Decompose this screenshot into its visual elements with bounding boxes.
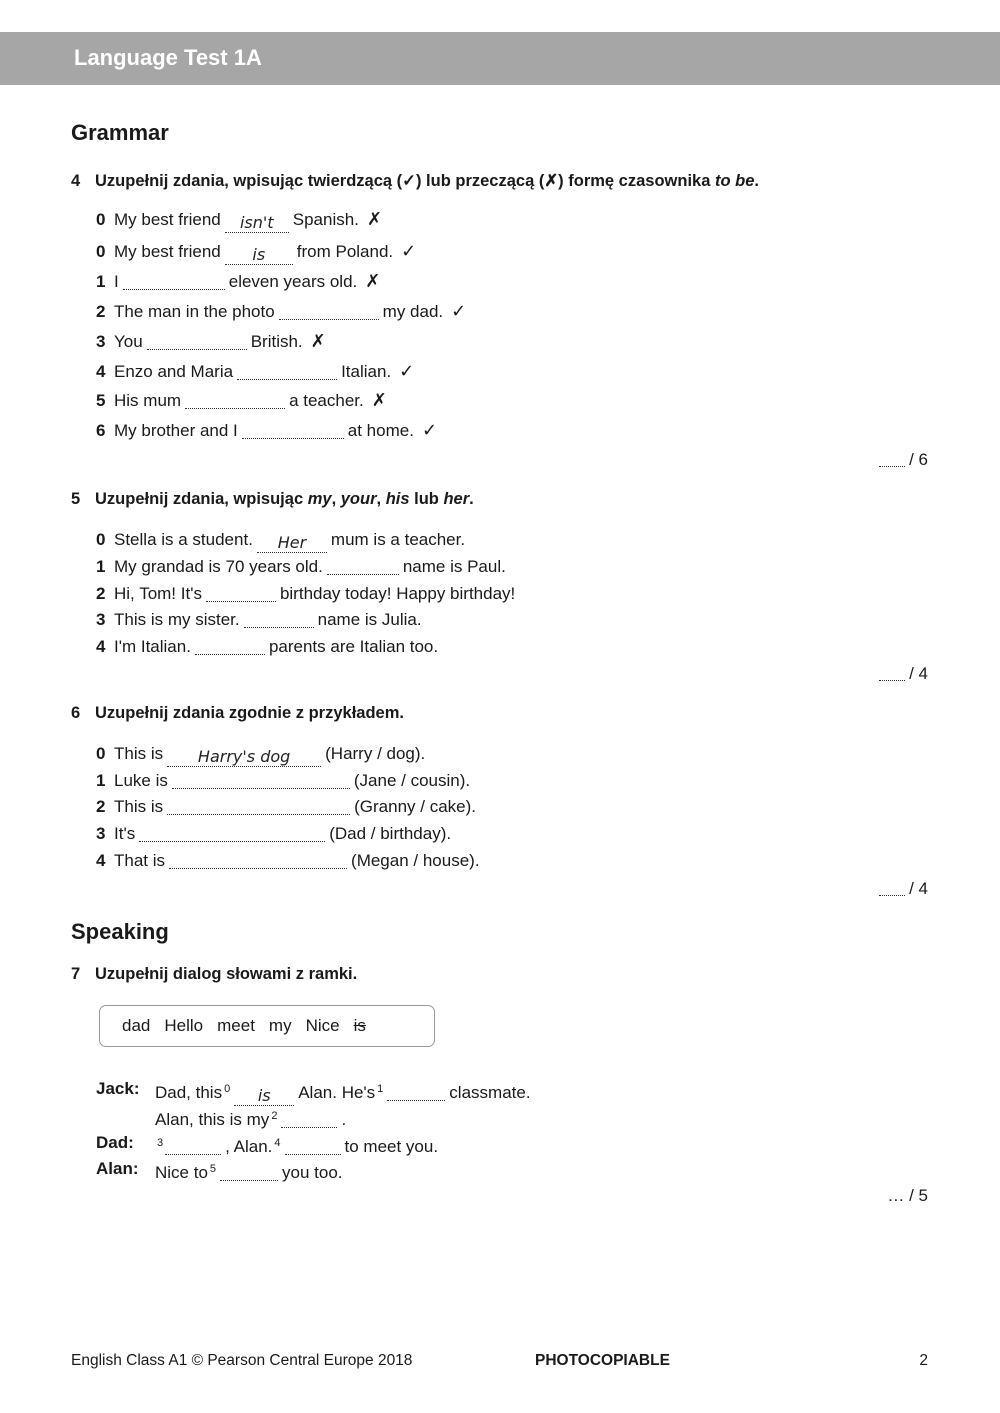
answer-blank[interactable] [169, 851, 347, 869]
score-blank[interactable] [879, 666, 905, 681]
answer-blank[interactable] [167, 797, 350, 815]
page-number: 2 [919, 1352, 928, 1369]
dialog-line: Dad, this $^0$ is Alan. He's $^1$ classmate. [155, 1083, 531, 1105]
cross-icon: ✗ [310, 331, 326, 352]
answer-blank[interactable] [172, 771, 350, 789]
answer-blank[interactable] [244, 610, 314, 628]
word-box-item: Hello [164, 1016, 204, 1035]
answer-blank[interactable] [123, 272, 225, 290]
answer-blank[interactable] [237, 362, 337, 380]
word-box [99, 1005, 435, 1047]
dialog-line: Alan, this is my $^2$ . [155, 1110, 347, 1129]
check-icon: ✓ [399, 361, 415, 382]
answer-blank[interactable] [185, 391, 285, 409]
answer-blank[interactable] [220, 1163, 278, 1181]
task-4-item: 3 You British. ✗ [96, 331, 326, 352]
dialog-line: $^3$ , Alan. $^4$ to meet you. [157, 1137, 439, 1156]
answer-blank[interactable] [279, 302, 379, 320]
header-bar [0, 32, 1000, 85]
word-box-item-used: is [353, 1016, 366, 1035]
word-box-item: Nice [305, 1016, 340, 1035]
word-box-item: dad [122, 1016, 151, 1035]
score-blank[interactable] [879, 881, 905, 896]
check-icon: ✓ [421, 420, 438, 441]
word-box-item: my [268, 1016, 292, 1035]
task-number: 4 [71, 172, 81, 190]
speaker-dad: Dad: [96, 1133, 134, 1152]
task-4-item: 2 The man in the photo my dad. ✓ [96, 301, 467, 322]
task-5-item: 4 I'm Italian. parents are Italian too. [96, 637, 439, 656]
task-4-item: 5 His mum a teacher. ✗ [96, 390, 387, 411]
task-5-item: 1 My grandad is 70 years old. name is Paul. [96, 557, 506, 576]
task-6-item: 0 This is Harry's dog (Harry / dog). [96, 744, 426, 766]
task-7-score: … / 5 [887, 1186, 928, 1205]
check-icon: ✓ [451, 301, 467, 322]
task-4-item: 0 My best friend is from Poland. ✓ [96, 241, 417, 264]
section-speaking-title: Speaking [71, 919, 169, 944]
cross-icon: ✗ [365, 271, 381, 292]
answer-blank[interactable]: Harry's dog [167, 749, 321, 767]
dialog-line: Nice to $^5$ you too. [155, 1163, 343, 1182]
answer-blank[interactable] [195, 637, 265, 655]
answer-blank[interactable] [206, 584, 276, 602]
task-5-instruction: 5 Uzupełnij zdania, wpisując my, your, his lub her. [71, 490, 474, 508]
task-4-instruction: 4 Uzupełnij zdania, wpisując twierdzącą (✓) lub przeczącą (✗) formę czasownika to be. [71, 172, 759, 190]
task-5-item: 2 Hi, Tom! It's birthday today! Happy birthday! [96, 584, 516, 603]
task-4-item: 1 I eleven years old. ✗ [96, 271, 381, 292]
word-box-item: meet [217, 1016, 255, 1035]
task-4-item: 4 Enzo and Maria Italian. ✓ [96, 361, 415, 382]
answer-blank[interactable] [139, 824, 325, 842]
task-6-score: / 4 [879, 879, 928, 899]
task-6-item: 3 It's (Dad / birthday). [96, 824, 452, 843]
answer-blank[interactable] [242, 421, 344, 439]
task-6-instruction: 6 Uzupełnij zdania zgodnie z przykładem. [71, 704, 404, 722]
page-title: Language Test 1A [74, 45, 262, 70]
answer-blank[interactable] [285, 1137, 341, 1155]
footer-photocopiable: PHOTOCOPIABLE [535, 1352, 670, 1369]
task-4-item: 0 My best friend isn't Spanish. ✗ [96, 209, 383, 232]
answer-blank[interactable]: Her [257, 535, 327, 553]
task-6-item: 4 That is (Megan / house). [96, 851, 480, 870]
answer-blank[interactable] [387, 1083, 445, 1101]
section-grammar-title: Grammar [71, 120, 169, 145]
answer-blank[interactable]: is [234, 1088, 294, 1106]
cross-icon: ✗ [366, 209, 383, 230]
task-4-score: / 6 [879, 450, 928, 470]
answer-blank[interactable] [281, 1110, 337, 1128]
speaker-alan: Alan: [96, 1159, 139, 1178]
score-blank[interactable] [879, 452, 905, 467]
task-4-item: 6 My brother and I at home. ✓ [96, 420, 438, 441]
task-5-item: 3 This is my sister. name is Julia. [96, 610, 422, 629]
check-icon: ✓ [401, 241, 417, 262]
task-6-item: 1 Luke is (Jane / cousin). [96, 771, 471, 790]
answer-blank[interactable] [147, 332, 247, 350]
task-5-score: / 4 [879, 664, 928, 684]
footer-copyright: English Class A1 © Pearson Central Europe 2018 [71, 1352, 413, 1369]
answer-blank[interactable]: is [225, 247, 293, 265]
speaker-jack: Jack: [96, 1079, 140, 1098]
task-7-instruction: 7 Uzupełnij dialog słowami z ramki. [71, 965, 358, 983]
answer-blank[interactable] [327, 557, 399, 575]
task-6-item: 2 This is (Granny / cake). [96, 797, 476, 816]
cross-icon: ✗ [371, 390, 387, 411]
answer-blank[interactable]: isn't [225, 215, 289, 233]
task-5-item: 0 Stella is a student. Her mum is a teacher. [96, 530, 466, 552]
answer-blank[interactable] [165, 1137, 221, 1155]
